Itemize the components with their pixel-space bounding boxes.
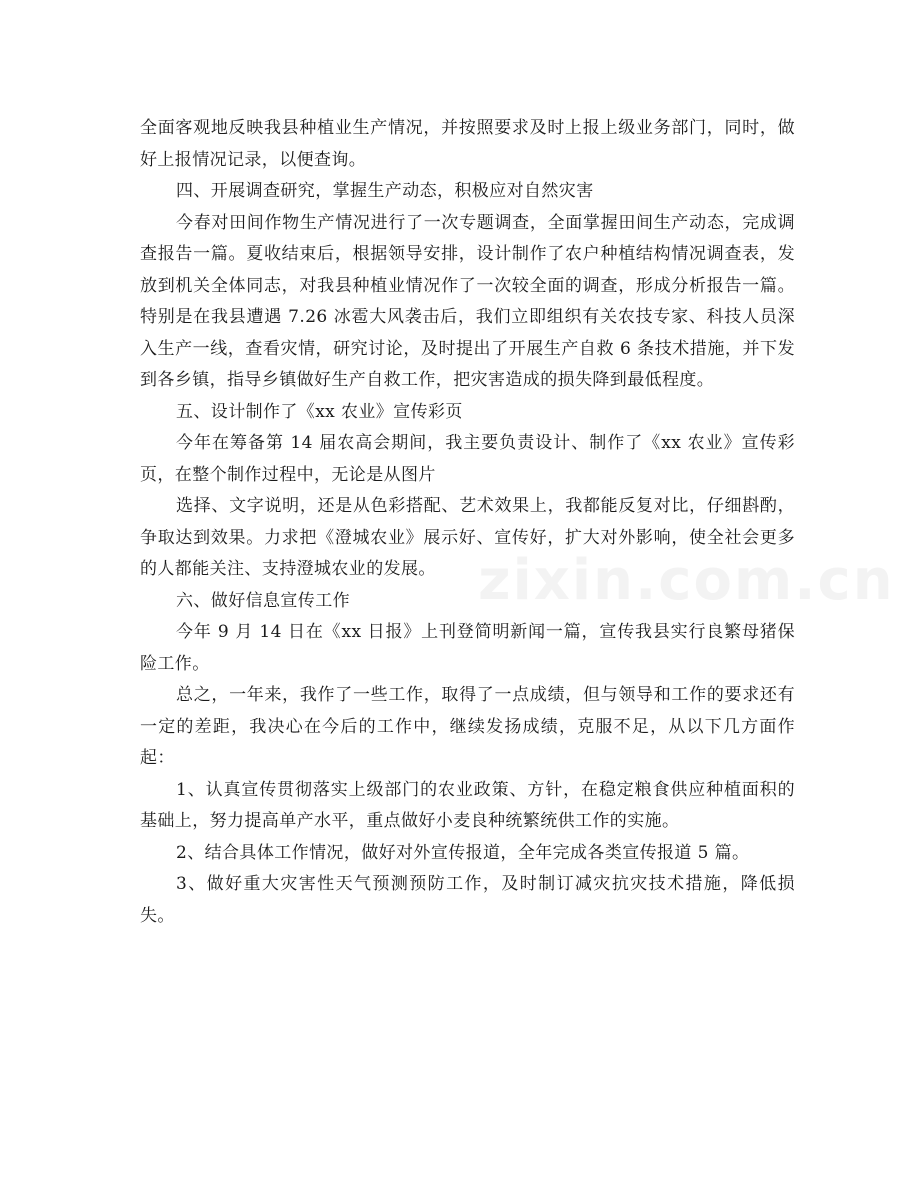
watermark: zixin.com.cn: [478, 548, 895, 613]
document-body: [140, 113, 795, 932]
paragraph-5: 今年在筹备第 14 届农高会期间，我主要负责设计、制作了《xx 农业》宣传彩页，在整个制作过程中，无论是从图片: [140, 433, 795, 485]
paragraph-8: 今年 9 月 14 日在《xx 日报》上刊登简明新闻一篇，宣传我县实行良繁母猪保险工作。: [140, 622, 795, 674]
paragraph-3: 今春对田间作物生产情况进行了一次专题调查，全面掌握田间生产动态，完成调查报告一篇。夏收结束后，根据领导安排，设计制作了农户种植结构情况调查表，发放到机关全体同志，对我县种植业情况作了一次较全面的调查，形成分析报告一篇。特别是在我县遭遇 7.26 冰雹大风袭击后，我们立即组织有关农技专家、科技人员深入生产一线，查看灾情，研究讨论，及时提出了开展生产自救 6 条技术措施，并下发到各乡镇，指导乡镇做好生产自救工作，把灾害造成的损失降到最低程度。: [140, 212, 795, 390]
paragraph-9: 总之，一年来，我作了一些工作，取得了一点成绩，但与领导和工作的要求还有一定的差距，我决心在今后的工作中，继续发扬成绩，克服不足，从以下几方面作起：: [140, 685, 795, 768]
section-heading-5: 五、设计制作了《xx 农业》宣传彩页: [176, 401, 463, 422]
list-item-1: 1、认真宣传贯彻落实上级部门的农业政策、方针，在稳定粮食供应种植面积的基础上，努力提高单产水平，重点做好小麦良种统繁统供工作的实施。: [140, 779, 795, 831]
section-heading-4: 四、开展调查研究，掌握生产动态，积极应对自然灾害: [176, 181, 594, 201]
section-heading-6: 六、做好信息宣传工作: [176, 590, 350, 611]
list-item-3: 3、做好重大灾害性天气预测预防工作，及时制订减灾抗灾技术措施，降低损失。: [140, 874, 795, 926]
paragraph-6: 选择、文字说明，还是从色彩搭配、艺术效果上，我都能反复对比，仔细斟酌，争取达到效果。力求把《澄城农业》展示好、宣传好，扩大对外影响，使全社会更多的人都能关注、支持澄城农业的发展。: [140, 496, 795, 579]
list-item-2: 2、结合具体工作情况，做好对外宣传报道，全年完成各类宣传报道 5 篇。: [176, 842, 750, 863]
paragraph-1: 全面客观地反映我县种植业生产情况，并按照要求及时上报上级业务部门，同时，做好上报情况记录，以便查询。: [140, 118, 795, 170]
